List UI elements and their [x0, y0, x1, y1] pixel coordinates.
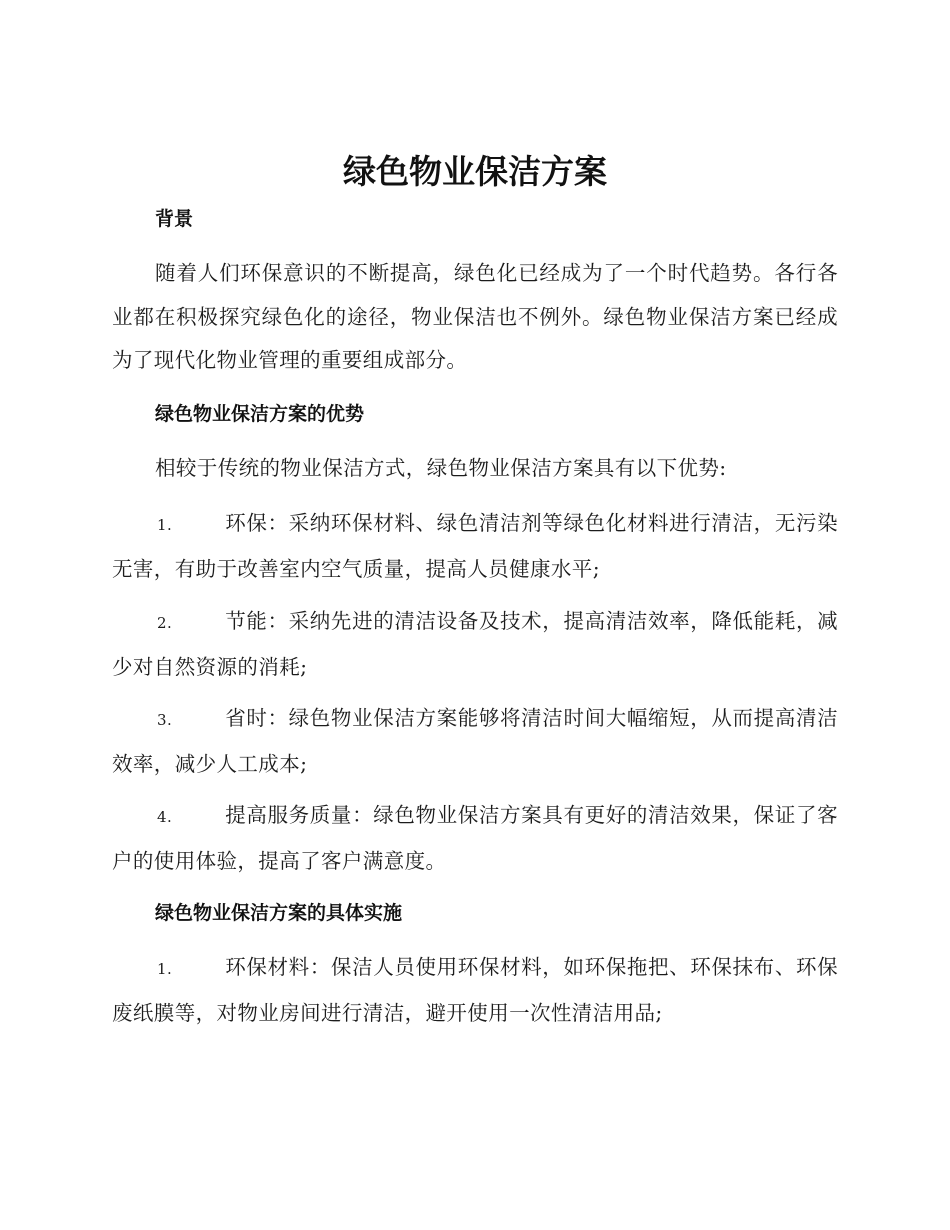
list-item-number: 1.	[157, 516, 173, 534]
background-paragraph: 随着人们环保意识的不断提高，绿色化已经成为了一个时代趋势。各行各业都在积极探究绿色化的途径，物业保洁也不例外。绿色物业保洁方案已经成为了现代化物业管理的重要组成部分。	[112, 261, 838, 372]
list-item-number: 4.	[157, 808, 173, 826]
list-item	[112, 600, 838, 689]
section-heading-background: 背景	[155, 208, 194, 230]
document-title: 绿色物业保洁方案	[343, 152, 607, 191]
section-heading-advantages: 绿色物业保洁方案的优势	[155, 403, 365, 425]
list-item	[112, 946, 838, 1035]
list-item-number: 1.	[157, 960, 173, 978]
advantages-intro: 相较于传统的物业保洁方式，绿色物业保洁方案具有以下优势:	[155, 456, 727, 480]
list-item	[112, 794, 838, 883]
list-item-text: 环保材料：保洁人员使用环保材料，如环保拖把、环保抹布、环保废纸膜等，对物业房间进行清洁，避开使用一次性清洁用品;	[112, 955, 838, 1025]
list-item-text: 省时：绿色物业保洁方案能够将清洁时间大幅缩短，从而提高清洁效率，减少人工成本;	[112, 706, 838, 776]
list-item-text: 节能：采纳先进的清洁设备及技术，提高清洁效率，降低能耗，减少对自然资源的消耗;	[112, 609, 838, 679]
section-heading-implementation: 绿色物业保洁方案的具体实施	[155, 902, 403, 924]
list-item-number: 3.	[157, 711, 173, 729]
list-item-text: 环保：采纳环保材料、绿色清洁剂等绿色化材料进行清洁，无污染无害，有助于改善室内空气质量，提高人员健康水平;	[112, 511, 838, 581]
list-item-text: 提高服务质量：绿色物业保洁方案具有更好的清洁效果，保证了客户的使用体验，提高了客户满意度。	[112, 803, 838, 873]
list-item-number: 2.	[157, 614, 173, 632]
list-item	[112, 502, 838, 591]
list-item	[112, 697, 838, 786]
